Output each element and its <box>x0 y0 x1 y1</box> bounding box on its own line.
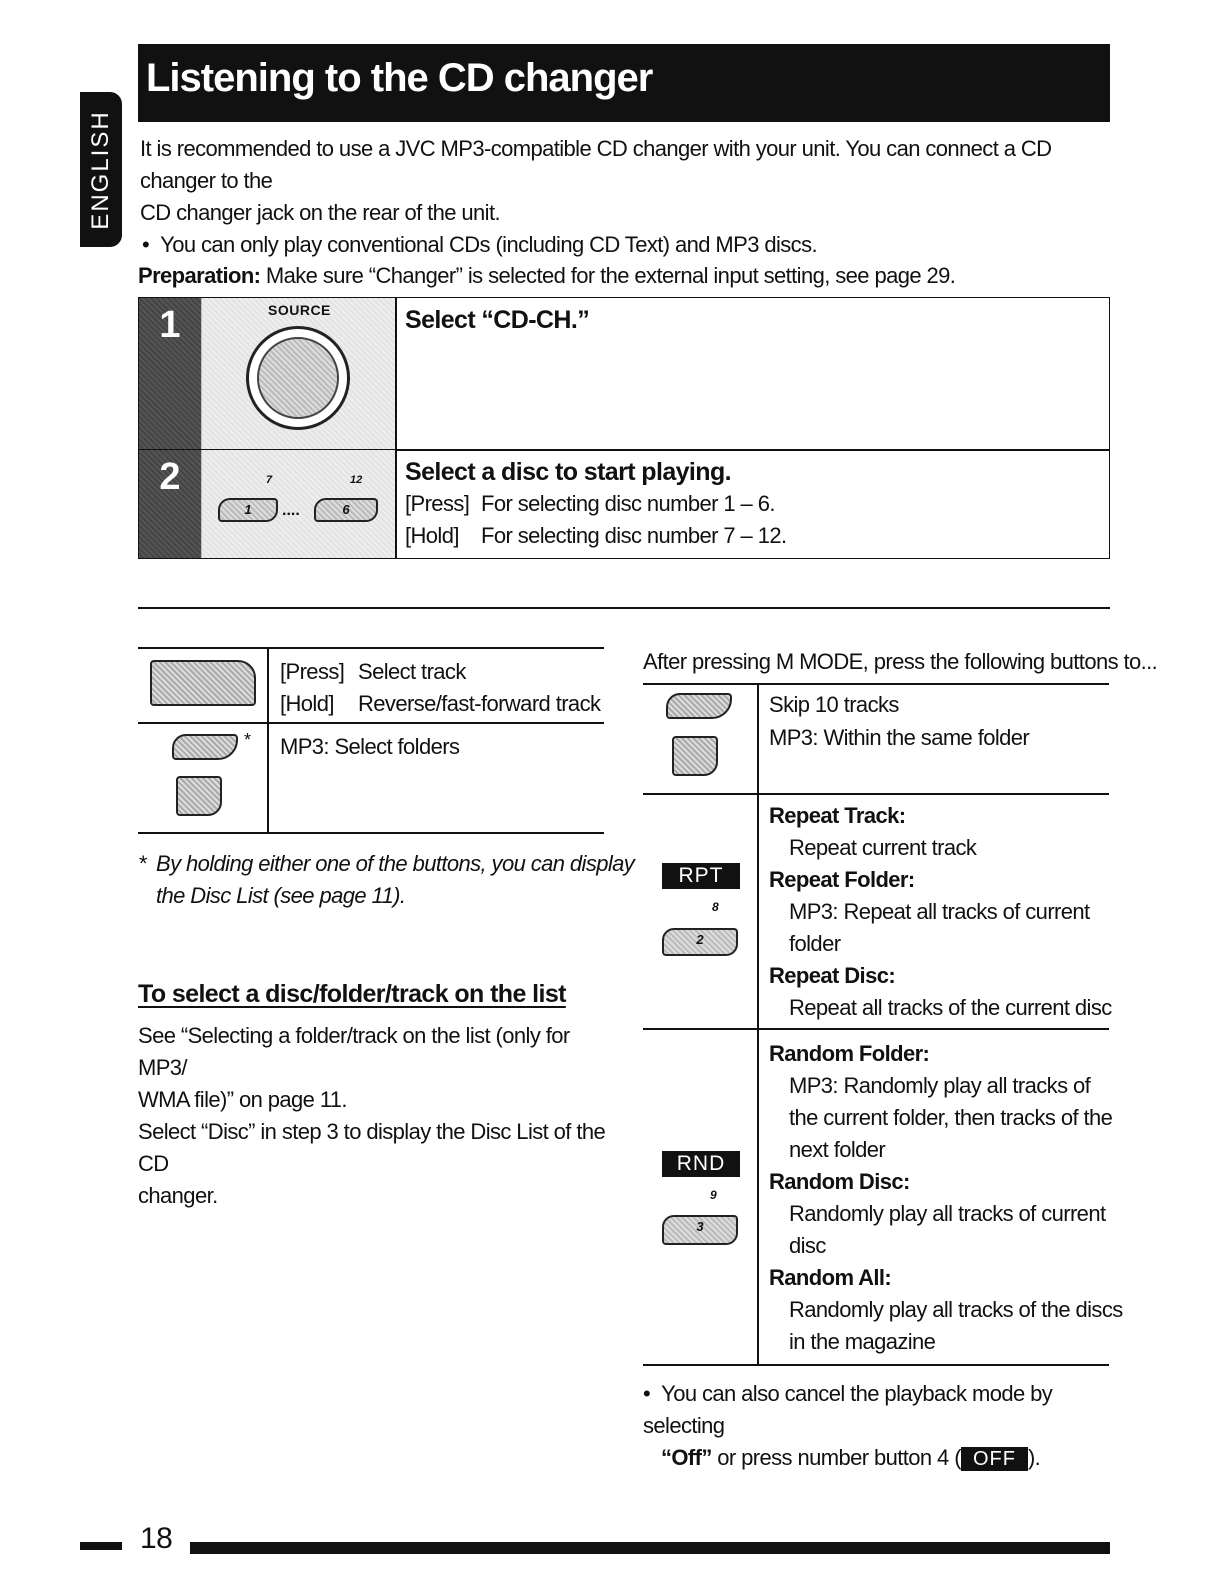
random-folder-desc-2: the current folder, then tracks of the <box>789 1105 1113 1130</box>
footnote-mark: * <box>138 851 146 876</box>
left-asterisk: * <box>244 730 252 750</box>
left-table-bottom-line <box>138 832 604 834</box>
cancel-line-1: • You can also cancel the playback mode by selecting <box>643 1381 1053 1438</box>
repeat-list <box>769 800 1112 1024</box>
off-indicator: OFF <box>961 1447 1028 1471</box>
random-all-desc-1: Randomly play all tracks of the discs <box>789 1297 1123 1322</box>
page-title: Listening to the CD changer <box>146 56 653 100</box>
right-table-line-3 <box>643 1028 1109 1030</box>
language-tab-label: ENGLISH <box>87 109 114 230</box>
right-table-divider <box>757 683 759 1365</box>
repeat-track-title: Repeat Track: <box>769 803 906 828</box>
random-all-desc-2: in the magazine <box>789 1329 936 1354</box>
section-divider <box>138 607 1110 609</box>
footer-bar <box>190 1542 1110 1554</box>
left-hold-tag: [Hold] <box>280 691 334 716</box>
left-row-folders: MP3: Select folders <box>280 734 460 759</box>
select-section-body <box>138 1020 608 1212</box>
right-table-line-2 <box>643 793 1109 795</box>
select-section-heading: To select a disc/folder/track on the list <box>138 980 566 1008</box>
step-2-illustration <box>201 450 395 558</box>
footnote-line-1: By holding either one of the buttons, you can display <box>156 851 635 876</box>
left-row-press <box>280 656 466 688</box>
left-table-mid-line <box>138 722 604 724</box>
page-number: 18 <box>140 1522 173 1555</box>
cancel-note <box>643 1378 1113 1474</box>
random-list <box>769 1038 1123 1358</box>
left-table-divider <box>267 647 269 833</box>
step-1-heading: Select “CD-CH.” <box>405 306 590 334</box>
skip-line-1: Skip 10 tracks <box>769 692 899 717</box>
random-folder-title: Random Folder: <box>769 1041 930 1066</box>
random-folder-desc-1: MP3: Randomly play all tracks of <box>789 1073 1091 1098</box>
preparation-label: Preparation: <box>138 263 261 288</box>
preparation <box>138 260 955 292</box>
right-table-top-line <box>643 683 1109 685</box>
step-2-hold-text: For selecting disc number 7 – 12. <box>481 523 787 548</box>
intro-bullet-text: You can only play conventional CDs (including CD Text) and MP3 discs. <box>160 232 817 257</box>
right-table-caption: After pressing M MODE, press the following buttons to... <box>643 649 1158 674</box>
key-dots: .... <box>282 502 300 519</box>
cancel-line-1-text: You can also cancel the playback mode by selecting <box>643 1381 1053 1438</box>
skip-line-2: MP3: Within the same folder <box>769 725 1030 750</box>
number-button-1-icon[interactable]: 1 <box>218 498 278 522</box>
number-button-3-icon[interactable]: 3 <box>662 1215 738 1245</box>
footnote <box>138 848 634 912</box>
random-disc-title: Random Disc: <box>769 1169 910 1194</box>
repeat-folder-desc-2: folder <box>789 931 841 956</box>
cancel-off-word: “Off” <box>661 1445 712 1470</box>
rpt-indicator: RPT <box>662 863 740 889</box>
random-folder-desc-3: next folder <box>789 1137 886 1162</box>
random-all-title: Random All: <box>769 1265 892 1290</box>
select-line-3: Select “Disc” in step 3 to display the Disc List of the CD <box>138 1119 606 1176</box>
skip-down-button-icon[interactable] <box>672 736 718 776</box>
skip-up-button-icon[interactable] <box>666 693 732 719</box>
step-column-divider <box>395 298 397 558</box>
intro-line-1: It is recommended to use a JVC MP3-compatible CD changer with your unit. You can connect a CD changer to the <box>140 136 1052 193</box>
rpt-key-label: 8 <box>712 900 719 914</box>
step-2-number: 2 <box>139 450 201 558</box>
repeat-folder-title: Repeat Folder: <box>769 867 915 892</box>
number-button-2-icon[interactable]: 2 <box>662 928 738 956</box>
footnote-line-2: the Disc List (see page 11). <box>156 883 406 908</box>
left-press-tag: [Press] <box>280 659 345 684</box>
folder-down-button-icon[interactable] <box>176 776 222 816</box>
repeat-disc-title: Repeat Disc: <box>769 963 896 988</box>
language-tab <box>80 92 122 247</box>
step-1-illustration <box>201 298 395 449</box>
intro-line-2: CD changer jack on the rear of the unit. <box>140 200 500 225</box>
page-title-bar <box>138 44 1110 122</box>
track-skip-buttons-icon[interactable] <box>150 660 256 706</box>
select-line-1: See “Selecting a folder/track on the list (only for MP3/ <box>138 1023 570 1080</box>
repeat-disc-desc: Repeat all tracks of the current disc <box>789 995 1112 1020</box>
rnd-indicator: RND <box>662 1151 740 1177</box>
repeat-folder-desc-1: MP3: Repeat all tracks of current <box>789 899 1090 924</box>
footer-left-bar <box>80 1542 122 1550</box>
rnd-key-label: 9 <box>710 1188 717 1202</box>
cancel-line-2-mid: or press number button 4 ( <box>717 1445 961 1470</box>
intro <box>140 133 1110 261</box>
intro-bullet: • You can only play conventional CDs (including CD Text) and MP3 discs. <box>142 232 817 257</box>
cancel-line-2 <box>643 1442 1113 1474</box>
step-2-heading: Select a disc to start playing. <box>405 458 731 486</box>
preparation-text: Make sure “Changer” is selected for the external input setting, see page 29. <box>265 263 956 288</box>
step-2-row-hold <box>405 520 786 552</box>
source-knob-icon[interactable] <box>246 326 350 430</box>
left-hold-text: Reverse/fast-forward track <box>358 691 601 716</box>
repeat-track-desc: Repeat current track <box>789 835 977 860</box>
left-row-hold <box>280 688 600 720</box>
number-button-6-icon[interactable]: 6 <box>314 498 378 522</box>
left-press-text: Select track <box>358 659 466 684</box>
step-2-hold-tag: [Hold] <box>405 523 459 548</box>
key-12-label: 12 <box>350 474 363 486</box>
cancel-line-2-end: ). <box>1027 1445 1041 1470</box>
select-line-4: changer. <box>138 1183 218 1208</box>
steps-table <box>138 297 1110 559</box>
step-2-press-tag: [Press] <box>405 491 470 516</box>
left-table-top-line <box>138 647 604 649</box>
random-disc-desc-2: disc <box>789 1233 826 1258</box>
key-7-label: 7 <box>266 474 273 486</box>
folder-up-button-icon[interactable] <box>172 734 238 760</box>
right-table-bottom-line <box>643 1364 1109 1366</box>
select-line-2: WMA file)” on page 11. <box>138 1087 347 1112</box>
random-disc-desc-1: Randomly play all tracks of current <box>789 1201 1106 1226</box>
step-2-row-press <box>405 488 775 520</box>
step-2-press-text: For selecting disc number 1 – 6. <box>481 491 775 516</box>
source-button-label: SOURCE <box>268 302 331 318</box>
step-1-number: 1 <box>139 298 201 449</box>
